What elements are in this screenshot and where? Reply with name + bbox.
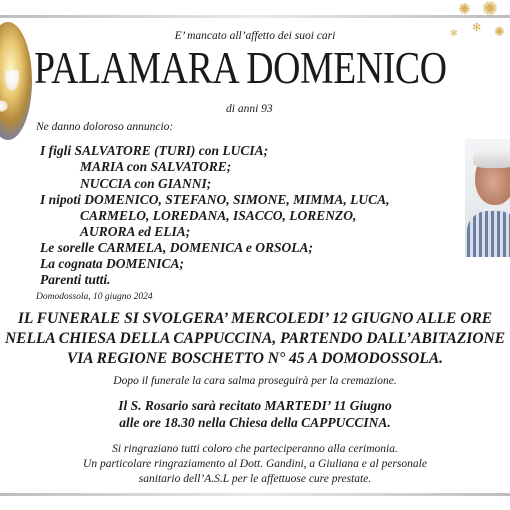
- star-icon: ✺: [494, 25, 505, 40]
- star-icon: ✺: [482, 0, 498, 20]
- portrait-shirt: [467, 211, 510, 257]
- rosary-line: alle ore 18.30 nella Chiesa della CAPPUCCINA.: [119, 415, 391, 430]
- relative-line: AURORA ed ELIA;: [80, 224, 191, 239]
- deceased-name: PALAMARA DOMENICO: [34, 43, 447, 93]
- star-icon: ✻: [472, 21, 482, 34]
- announcement-text: Ne danno doloroso annuncio:: [36, 121, 174, 133]
- rosary-line: Il S. Rosario sarà recitato MARTEDI’ 11 Giugno: [118, 398, 392, 413]
- portrait-photo: [465, 139, 510, 257]
- lily-flower: [4, 70, 20, 92]
- funeral-line: NELLA CHIESA DELLA CAPPUCCINA, PARTENDO DALL’ABITAZIONE: [4, 330, 506, 347]
- funeral-line: IL FUNERALE SI SVOLGERA’ MERCOLEDI’ 12 GIUGNO ALLE ORE: [17, 310, 493, 327]
- bottom-frame-border: [0, 493, 510, 496]
- star-icon: ✺: [458, 0, 471, 18]
- relative-line: NUCCIA con GIANNI;: [80, 176, 212, 191]
- funeral-line: VIA REGIONE BOSCHETTO N° 45 A DOMODOSSOLA.: [66, 350, 444, 367]
- relative-line: I figli SALVATORE (TURI) con LUCIA;: [40, 143, 269, 158]
- thanks-line: Un particolare ringraziamento al Dott. Gandini, a Giuliana e al personale: [83, 458, 427, 470]
- star-icon: ✻: [450, 29, 458, 39]
- relative-line: MARIA con SALVATORE;: [80, 159, 232, 174]
- thanks-line: sanitario dell’A.S.L per le affettuose cure prestate.: [138, 473, 372, 485]
- thanks-line: Si ringraziano tutti coloro che parteciperanno alla cerimonia.: [112, 443, 398, 455]
- place-date-text: Domodossola, 10 giugno 2024: [36, 292, 153, 302]
- relative-line: Le sorelle CARMELA, DOMENICA e ORSOLA;: [40, 240, 314, 255]
- age-text: di anni 93: [226, 103, 273, 115]
- relative-line: CARMELO, LOREDANA, ISACCO, LORENZO,: [80, 208, 357, 223]
- intro-text: E’ mancato all’affetto dei suoi cari: [174, 30, 336, 42]
- white-blossom: [0, 100, 8, 112]
- relative-line: La cognata DOMENICA;: [40, 256, 185, 271]
- cremation-text: Dopo il funerale la cara salma proseguirà per la cremazione.: [113, 375, 397, 387]
- relative-line: I nipoti DOMENICO, STEFANO, SIMONE, MIMMA, LUCA,: [40, 192, 390, 207]
- portrait-hair: [473, 148, 510, 168]
- top-frame-border: [0, 15, 510, 18]
- relative-line: Parenti tutti.: [40, 272, 111, 287]
